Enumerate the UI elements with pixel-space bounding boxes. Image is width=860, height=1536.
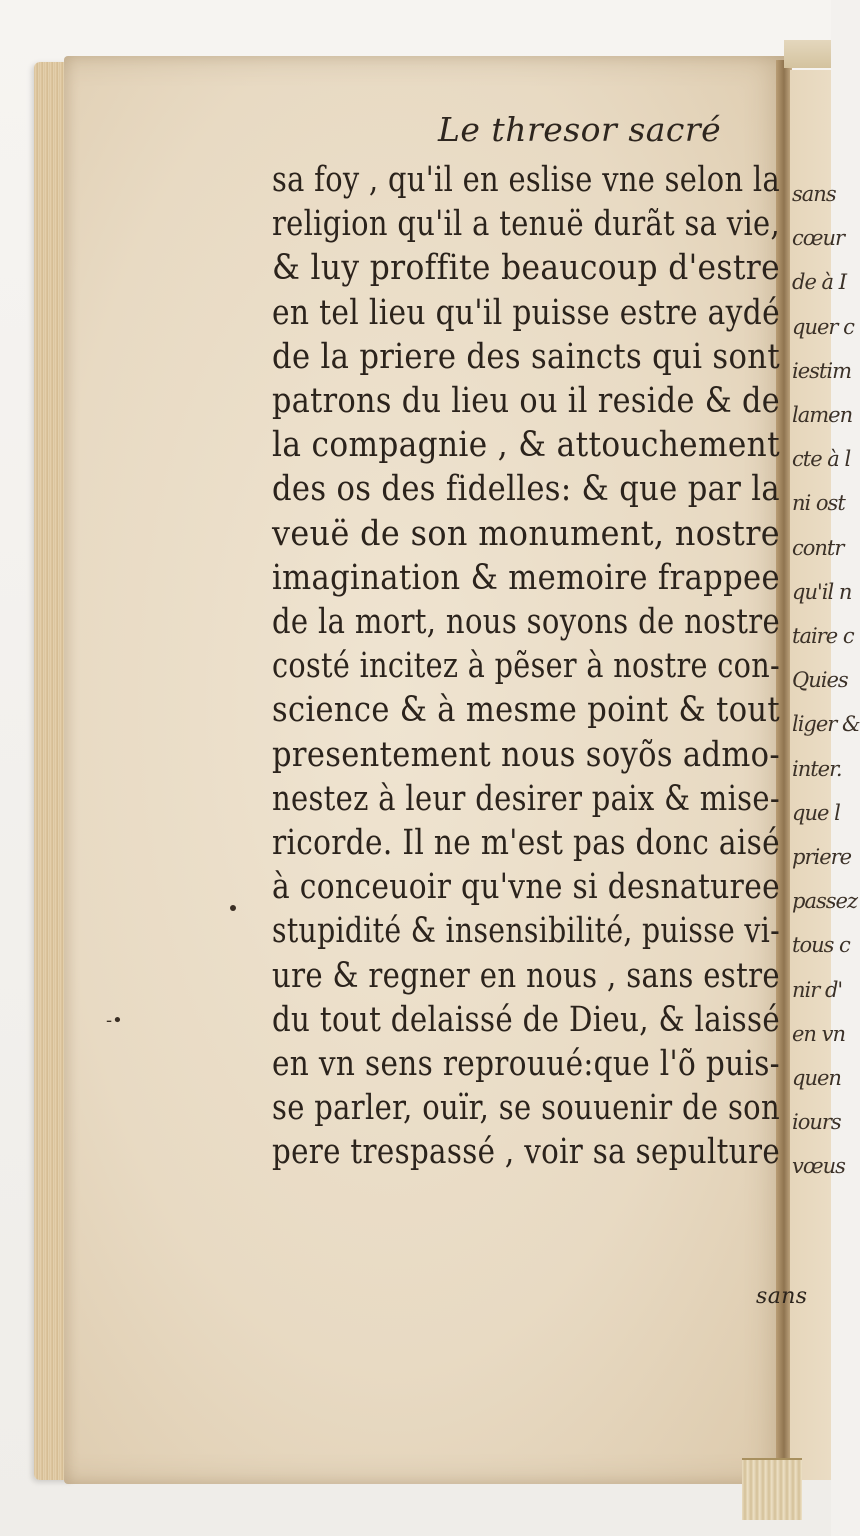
facing-page-word: en vn: [792, 1021, 846, 1046]
text-line: costé incitez à pẽser à nostre con-: [272, 646, 780, 687]
facing-page-word: ni ost: [792, 491, 845, 516]
text-line: en vn sens reprouué:que l'õ puis-: [272, 1044, 780, 1084]
facing-page-word: de à I: [792, 270, 847, 295]
facing-page-word: liger &: [792, 712, 860, 737]
text-line: religion qu'il a tenuë durãt sa vie,: [272, 204, 780, 245]
text-line: veuë de son monument, nostre: [272, 513, 780, 554]
facing-page-word: quer c: [792, 314, 854, 339]
facing-page-word: qu'il n: [792, 579, 852, 604]
text-line: de la mort, nous soyons de nostre: [272, 602, 780, 642]
text-line: nestez à leur desirer paix & mise-: [272, 778, 780, 819]
facing-page-word: Quies: [792, 668, 848, 693]
text-line: presentement nous soyõs admo-: [272, 734, 780, 775]
facing-page-word: vœus: [792, 1154, 845, 1179]
margin-dot: [230, 905, 236, 911]
facing-page-word: inter.: [792, 756, 842, 781]
facing-page-word: iestim: [792, 358, 851, 383]
facing-page-word: tous c: [792, 933, 850, 958]
text-line: de la priere des saincts qui sont: [272, 336, 780, 377]
text-line: stupidité & insensibilité, puisse vi-: [272, 911, 780, 952]
facing-page-word: sans: [792, 182, 836, 206]
text-line: à conceuoir qu'vne si desnaturee: [272, 867, 780, 908]
text-line: du tout delaissé de Dieu, & laissé: [272, 999, 780, 1040]
text-line: la compagnie , & attouchement: [272, 425, 780, 466]
facing-page-word: contr: [792, 535, 844, 560]
running-head: Le thresor sacré: [438, 110, 722, 149]
text-line: sa foy , qu'il en eslise vne selon la: [272, 160, 780, 200]
facing-page-word: nir d': [792, 977, 843, 1002]
facing-page-word: cte à l: [792, 447, 851, 472]
text-line: des os des fidelles: & que par la: [272, 469, 780, 510]
facing-page-word: quen: [792, 1066, 841, 1090]
facing-page-word: passez: [792, 889, 858, 914]
facing-page: [790, 70, 860, 1480]
catchword: sans: [756, 1284, 808, 1309]
text-line: imagination & memoire frappee: [272, 557, 780, 598]
margin-mark: -•: [106, 1010, 123, 1031]
text-line: & luy proffite beaucoup d'estre: [272, 248, 780, 289]
facing-page-word: priere: [792, 845, 852, 869]
text-line: pere trespassé , voir sa sepulture: [272, 1132, 780, 1173]
text-line: science & à mesme point & tout: [272, 690, 780, 731]
text-line: ure & regner en nous , sans estre: [272, 955, 780, 996]
facing-page-word: que l: [792, 800, 840, 825]
facing-page-word: lamen: [792, 403, 853, 427]
top-edge: [784, 40, 831, 68]
bottom-edge: [742, 1458, 802, 1520]
facing-page-word: cœur: [792, 226, 845, 251]
facing-page-word: taire c: [792, 624, 854, 648]
text-line: ricorde. Il ne m'est pas donc aisé: [272, 823, 780, 863]
facing-page-word: iours: [792, 1110, 841, 1135]
text-line: se parler, ouïr, se souuenir de son: [272, 1088, 780, 1129]
text-line: en tel lieu qu'il puisse estre aydé: [272, 292, 780, 333]
text-line: patrons du lieu ou il reside & de: [272, 381, 780, 421]
